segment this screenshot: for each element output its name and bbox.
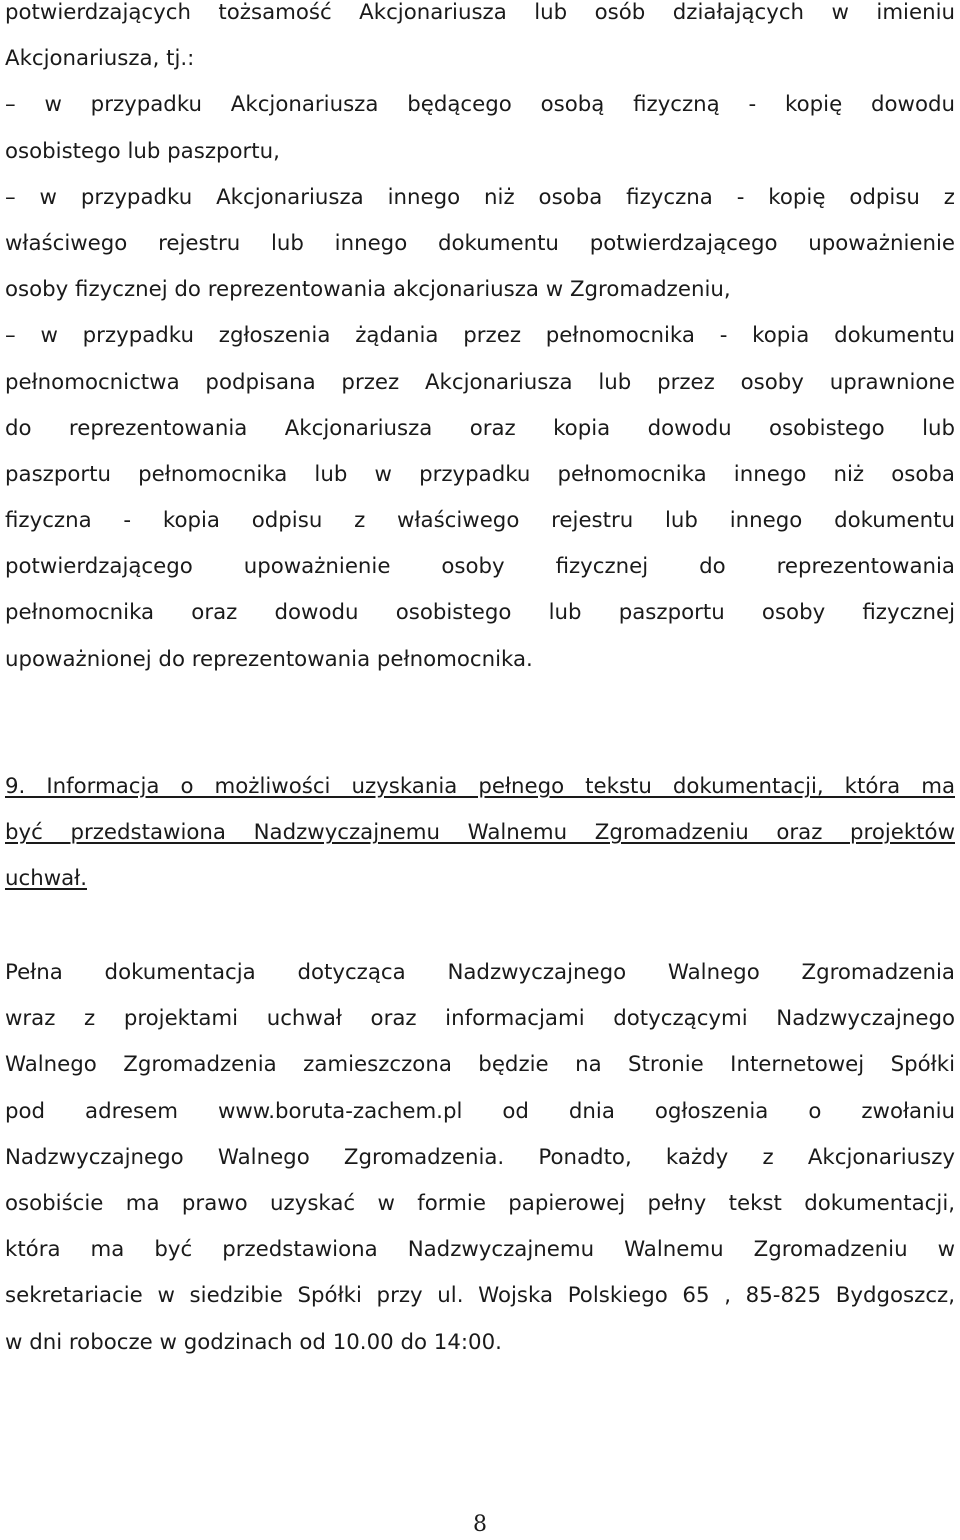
- list-item: – w przypadku Akcjonariusza innego niż osoba fizyczna - kopię odpisu z: [5, 184, 955, 210]
- text-line: sekretariacie w siedzibie Spółki przy ul. Wojska Polskiego 65 , 85-825 Bydgoszcz,: [5, 1283, 955, 1309]
- text-line: właściwego rejestru lub innego dokumentu potwierdzającego upoważnienie: [5, 230, 955, 256]
- heading-line: 9. Informacja o możliwości uzyskania pełnego tekstu dokumentacji, która ma: [5, 774, 955, 799]
- text-line: Nadzwyczajnego Walnego Zgromadzenia. Ponadto, każdy z Akcjonariuszy: [5, 1144, 955, 1170]
- text-line: paszportu pełnomocnika lub w przypadku pełnomocnika innego niż osoba: [5, 461, 955, 487]
- heading-line: uchwał.: [5, 866, 87, 892]
- text-line: Walnego Zgromadzenia zamieszczona będzie na Stronie Internetowej Spółki: [5, 1052, 955, 1078]
- text-line: upoważnionej do reprezentowania pełnomocnika.: [5, 646, 533, 672]
- text-line: Akcjonariusza, tj.:: [5, 46, 195, 72]
- section-heading: [5, 764, 955, 903]
- page-number: 8: [473, 1512, 487, 1537]
- text-line: potwierdzających tożsamość Akcjonariusza lub osób działających w imieniu: [5, 0, 955, 25]
- list-item: – w przypadku Akcjonariusza będącego osobą fizyczną - kopię dowodu: [5, 92, 955, 118]
- text-line: pod adresem www.boruta-zachem.pl od dnia ogłoszenia o zwołaniu: [5, 1098, 955, 1124]
- list-item: – w przypadku zgłoszenia żądania przez pełnomocnika - kopia dokumentu: [5, 323, 955, 349]
- text-line: w dni robocze w godzinach od 10.00 do 14:00.: [5, 1329, 502, 1355]
- text-line: osobiście ma prawo uzyskać w formie papierowej pełny tekst dokumentacji,: [5, 1190, 955, 1216]
- text-line: wraz z projektami uchwał oraz informacjami dotyczącymi Nadzwyczajnego: [5, 1006, 955, 1032]
- text-line: która ma być przedstawiona Nadzwyczajnemu Walnemu Zgromadzeniu w: [5, 1237, 955, 1263]
- text-line: osobistego lub paszportu,: [5, 138, 280, 164]
- heading-line: być przedstawiona Nadzwyczajnemu Walnemu Zgromadzeniu oraz projektów: [5, 820, 955, 846]
- text-line: osoby fizycznej do reprezentowania akcjonariusza w Zgromadzeniu,: [5, 277, 731, 303]
- text-line: do reprezentowania Akcjonariusza oraz kopia dowodu osobistego lub: [5, 415, 955, 441]
- requirements-paragraph: [5, 0, 955, 683]
- documentation-paragraph: [5, 950, 955, 1366]
- text-line: Pełna dokumentacja dotycząca Nadzwyczajnego Walnego Zgromadzenia: [5, 960, 955, 985]
- text-line: pełnomocnika oraz dowodu osobistego lub paszportu osoby fizycznej: [5, 600, 955, 626]
- text-line: fizyczna - kopia odpisu z właściwego rejestru lub innego dokumentu: [5, 508, 955, 534]
- text-line: pełnomocnictwa podpisana przez Akcjonariusza lub przez osoby uprawnione: [5, 369, 955, 395]
- text-line: potwierdzającego upoważnienie osoby fizycznej do reprezentowania: [5, 554, 955, 580]
